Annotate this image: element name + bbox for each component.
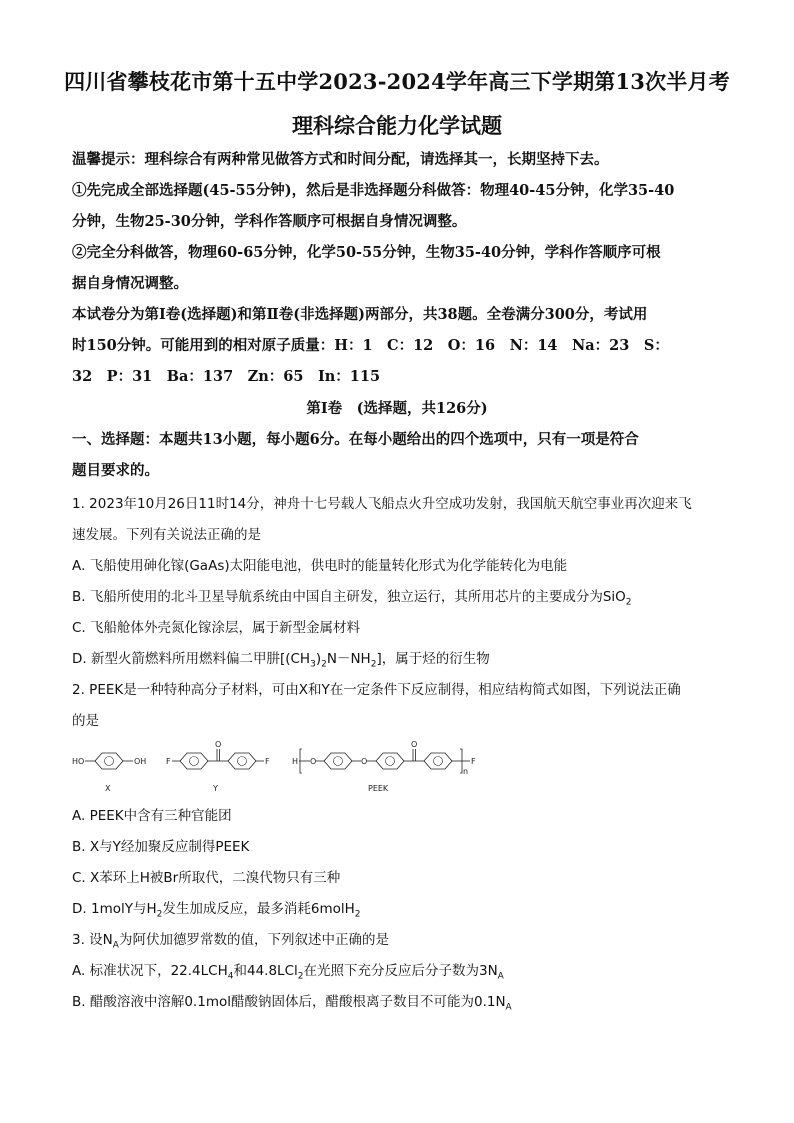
notice-line-2: ①先完成全部选择题(45-55分钟)，然后是非选择题分科做答：物理40-45分钟，化学35-40 bbox=[72, 182, 675, 199]
notice-line-5: 据自身情况调整。 bbox=[72, 275, 188, 292]
y-o-label: O bbox=[215, 740, 222, 749]
y-f-right: F bbox=[265, 757, 270, 766]
y-f-left: F bbox=[166, 757, 171, 766]
molecule-peek bbox=[292, 740, 476, 793]
q2-stem-2: 的是 bbox=[72, 713, 99, 729]
peek-n-label: n bbox=[463, 767, 469, 776]
q3-stem: 3. 设$N_A$为阿伏加德罗常数的值，下列叙述中正确的是 bbox=[72, 932, 389, 951]
x-label: X bbox=[105, 784, 111, 793]
molecule-x bbox=[72, 753, 146, 793]
section-intro-2: 题目要求的。 bbox=[72, 462, 159, 479]
q1-stem-2: 速发展。下列有关说法正确的是 bbox=[72, 527, 261, 543]
q1-option-b: B. 飞船所使用的北斗卫星导航系统由中国自主研发，独立运行，其所用芯片的主要成分为SiO$_2$ bbox=[72, 589, 632, 608]
notice-line-1: 温馨提示：理科综合有两种常见做答方式和时间分配，请选择其一，长期坚持下去。 bbox=[72, 151, 609, 168]
q2-option-a: A. PEEK中含有三种官能团 bbox=[72, 808, 232, 824]
q2-stem-1: 2. PEEK是一种特种高分子材料，可由X和Y在一定条件下反应制得，相应结构简式如图，下列说法正确 bbox=[72, 682, 681, 698]
exam-title-line2: 理科综合能力化学试题 bbox=[292, 113, 502, 138]
structure-figure bbox=[70, 736, 510, 796]
x-oh-label: OH bbox=[134, 757, 147, 766]
q3-option-b: B. 醋酸溶液中溶解0.1mol醋酸钠固体后，醋酸根离子数目不可能为$0.1N_A$ bbox=[72, 994, 512, 1013]
q3-option-a: A. 标准状况下，$22.4LCH_4$和44.8LCl$_2$在光照下充分反应后分子数为$3N_A$ bbox=[72, 963, 504, 982]
q1-option-a: A. 飞船使用砷化镓(GaAs)太阳能电池，供电时的能量转化形式为化学能转化为电能 bbox=[72, 558, 568, 574]
q1-stem-1: 1. 2023年10月26日11时14分，神舟十七号载人飞船点火升空成功发射，我国航天航空事业再次迎来飞 bbox=[72, 496, 692, 512]
exam-title-line1: 四川省攀枝花市第十五中学2023-2024学年高三下学期第13次半月考 bbox=[64, 69, 730, 94]
notice-line-4: ②完全分科做答，物理60-65分钟，化学50-55分钟，生物35-40分钟，学科作答顺序可根 bbox=[72, 244, 661, 261]
y-label: Y bbox=[213, 784, 218, 793]
notice-line-8: 32 P：31 Ba：137 Zn：65 In：115 bbox=[72, 368, 381, 385]
notice-line-6: 本试卷分为第Ⅰ卷(选择题)和第Ⅱ卷(非选择题)两部分，共38题。全卷满分300分，考试用 bbox=[72, 306, 648, 323]
q2-option-c: C. X苯环上H被Br所取代，二溴代物只有三种 bbox=[72, 870, 341, 886]
notice-line-3: 分钟，生物25-30分钟，学科作答顺序可根据自身情况调整。 bbox=[72, 213, 467, 230]
q1-option-d: D. 新型火箭燃料所用燃料偏二甲肼$[(CH_3)_2N-NH_2]$，属于烃的衍生物 bbox=[72, 651, 490, 670]
q1-option-c: C. 飞船舱体外壳氮化镓涂层，属于新型金属材料 bbox=[72, 620, 361, 636]
molecule-y bbox=[166, 740, 270, 793]
peek-o1: O bbox=[310, 757, 317, 766]
q2-option-b: B. X与Y经加聚反应制得PEEK bbox=[72, 839, 250, 855]
q2-option-d: D. 1molY与$H_2$发生加成反应，最多消耗6molH$_2$ bbox=[72, 901, 361, 920]
peek-carbonyl-o: O bbox=[411, 740, 418, 749]
peek-o2: O bbox=[361, 757, 368, 766]
peek-h-label: H bbox=[292, 757, 299, 766]
section-heading: 第Ⅰ卷 (选择题，共126分) bbox=[306, 400, 488, 417]
notice-line-7: 时150分钟。可能用到的相对原子质量：H：1 C：12 O：16 N：14 Na：23 S： bbox=[72, 337, 669, 354]
peek-f-label: F bbox=[471, 757, 476, 766]
x-ho-label: HO bbox=[72, 757, 85, 766]
section-intro-1: 一、选择题：本题共13小题，每小题6分。在每小题给出的四个选项中，只有一项是符合 bbox=[72, 431, 639, 448]
peek-label: PEEK bbox=[368, 784, 389, 793]
